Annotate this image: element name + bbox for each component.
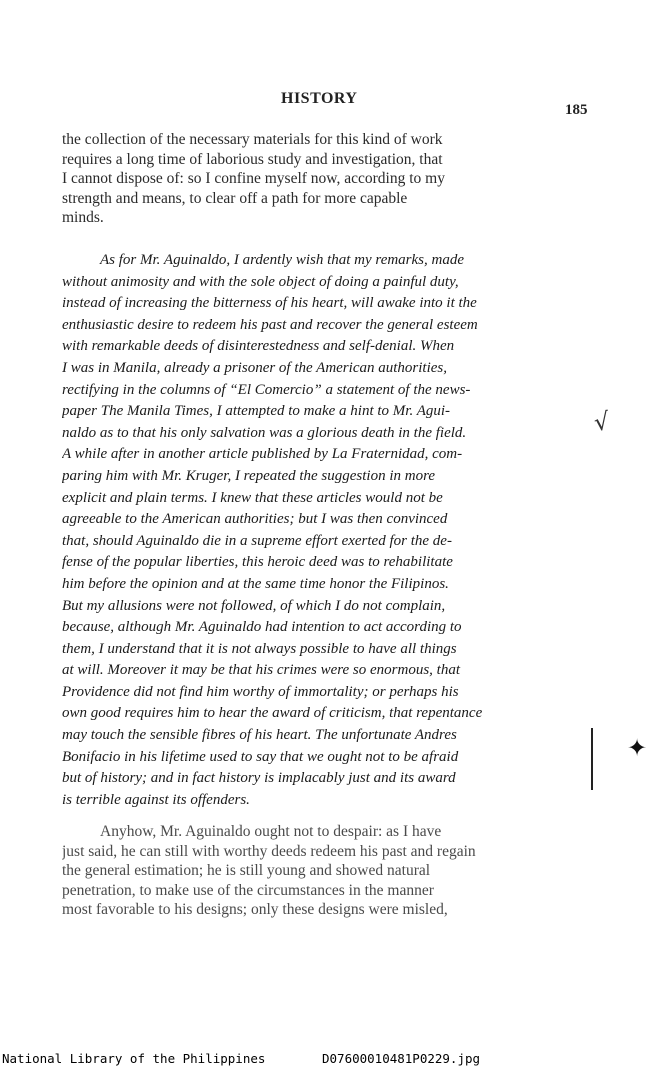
text-line: at will. Moreover it may be that his crimes were so enormous, that — [62, 662, 461, 679]
text-line: is terrible against its offenders. — [62, 791, 250, 808]
running-head — [0, 90, 666, 118]
page-title: HISTORY — [281, 90, 358, 107]
check-mark-icon: √ — [592, 407, 612, 437]
star-mark-icon: ✦ — [627, 734, 648, 762]
text-line: paper The Manila Times, I attempted to make a hint to Mr. Agui- — [62, 403, 451, 420]
scan-footer — [0, 1051, 666, 1066]
text-line: Bonifacio in his lifetime used to say that we ought not to be afraid — [62, 748, 459, 765]
text-line: A while after in another article published by La Fraternidad, com- — [62, 446, 463, 463]
page-number: 185 — [565, 102, 588, 118]
text-line: because, although Mr. Aguinaldo had intention to act according to — [62, 619, 462, 636]
file-name: D07600010481P0229.jpg — [322, 1051, 481, 1066]
text-line: most favorable to his designs; only these designs were misled, — [62, 901, 448, 919]
text-line: I was in Manila, already a prisoner of the American authorities, — [62, 359, 447, 376]
text-line: strength and means, to clear off a path for more capable — [62, 189, 408, 207]
text-line: enthusiastic desire to redeem his past and recover the general esteem — [62, 316, 478, 333]
text-line: own good requires him to hear the award of criticism, that repentance — [62, 705, 483, 722]
text-line: minds. — [62, 209, 104, 227]
text-line: Anyhow, Mr. Aguinaldo ought not to despair: as I have — [100, 823, 442, 840]
text-line: the general estimation; he is still young and showed natural — [62, 862, 431, 880]
text-line: But my allusions were not followed, of which I do not complain, — [62, 597, 446, 614]
text-line: fense of the popular liberties, this heroic deed was to rehabilitate — [62, 554, 453, 571]
library-credit: National Library of the Philippines — [2, 1051, 266, 1066]
text-line: with remarkable deeds of disinterestedness and self-denial. When — [62, 338, 455, 355]
paragraph-1 — [62, 130, 590, 228]
text-line: Providence did not find him worthy of immortality; or perhaps his — [62, 683, 459, 700]
text-line: penetration, to make use of the circumstances in the manner — [62, 881, 434, 899]
text-line: requires a long time of laborious study and investigation, that — [62, 150, 443, 168]
text-line: without animosity and with the sole object of doing a painful duty, — [62, 273, 459, 290]
text-line: the collection of the necessary materials for this kind of work — [62, 131, 443, 148]
text-line: instead of increasing the bitterness of his heart, will awake into it the — [62, 295, 477, 312]
margin-bracket — [585, 728, 593, 790]
text-line: As for Mr. Aguinaldo, I ardently wish that my remarks, made — [100, 252, 465, 268]
text-line: agreeable to the American authorities; but I was then convinced — [62, 511, 448, 528]
text-line: may touch the sensible fibres of his heart. The unfortunate Andres — [62, 727, 457, 744]
text-line: but of history; and in fact history is implacably just and its award — [62, 770, 456, 787]
paragraph-2 — [62, 250, 590, 811]
text-line: paring him with Mr. Kruger, I repeated the suggestion in more — [62, 467, 436, 484]
text-line: I cannot dispose of: so I confine myself now, according to my — [62, 170, 445, 188]
text-line: that, should Aguinaldo die in a supreme effort exerted for the de- — [62, 532, 452, 549]
text-line: them, I understand that it is not always possible to have all things — [62, 640, 457, 657]
paragraph-3 — [62, 822, 590, 920]
text-line: him before the opinion and at the same time honor the Filipinos. — [62, 575, 449, 592]
text-line: rectifying in the columns of “El Comercio” a statement of the news- — [62, 381, 471, 398]
text-line: just said, he can still with worthy deeds redeem his past and regain — [62, 842, 476, 860]
text-line: naldo as to that his only salvation was a glorious death in the field. — [62, 424, 467, 441]
text-line: explicit and plain terms. I knew that these articles would not be — [62, 489, 443, 506]
